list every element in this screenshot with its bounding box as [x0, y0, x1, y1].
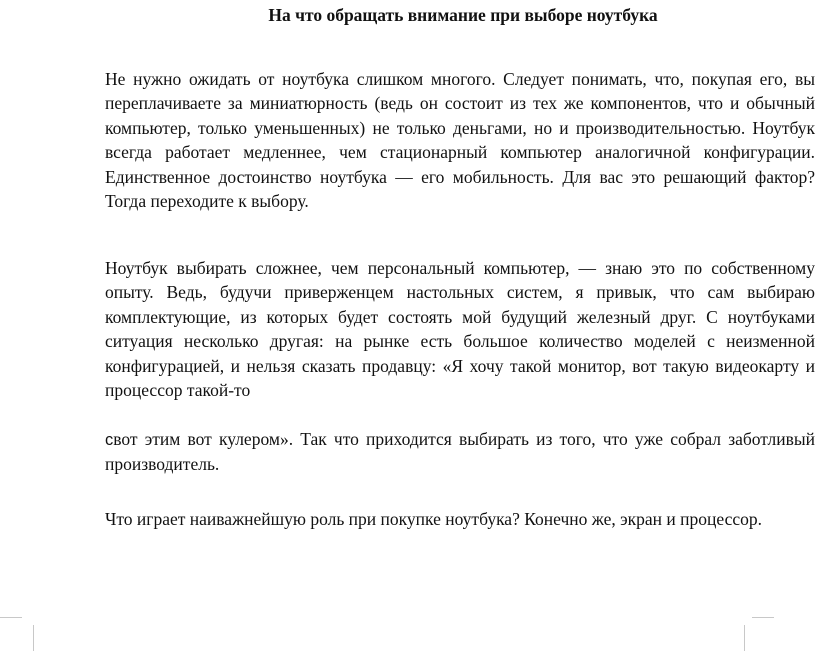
- paragraph-3-initial: с: [105, 431, 114, 449]
- crop-mark-left-horizontal: [0, 617, 22, 618]
- paragraph-1: Не нужно ожидать от ноутбука слишком многого. Следует понимать, что, покупая его, вы переплачиваете за миниатюрность (ведь он состоит из тех же компонентов, что и обычный компьютер, только уменьшенных) не только деньгами, но и производительностью. Ноутбук всегда работает медленнее, чем стационарный компьютер аналогичной конфигурации. Единственное достоинство ноутбука — его мобильность. Для вас это решающий фактор? Тогда переходите к выбору.: [105, 69, 815, 212]
- crop-mark-right-horizontal: [752, 617, 774, 618]
- crop-mark-left-vertical: [33, 625, 34, 651]
- document-title: На что обращать внимание при выборе ноутбука: [268, 5, 658, 25]
- paragraph-3-text: вот этим вот кулером». Так что приходится выбирать из того, что уже собрал заботливый производитель.: [105, 429, 815, 475]
- crop-mark-right-vertical: [744, 625, 745, 651]
- paragraph-2: Ноутбук выбирать сложнее, чем персональный компьютер, — знаю это по собственному опыту. Ведь, будучи приверженцем настольных систем, я привык, что сам выбираю комплектующие, из которых будет состоять мой будущий железный друг. С ноутбуками ситуация несколько другая: на рынке есть большое количество моделей с неизменной конфигурацией, и нельзя сказать продавцу: «Я хочу такой монитор, вот такую видеокарту и процессор такой-то: [105, 258, 815, 401]
- paragraph-4: Что играет наиважнейшую роль при покупке ноутбука? Конечно же, экран и процессор.: [105, 509, 762, 529]
- paragraph-3: [105, 427, 815, 477]
